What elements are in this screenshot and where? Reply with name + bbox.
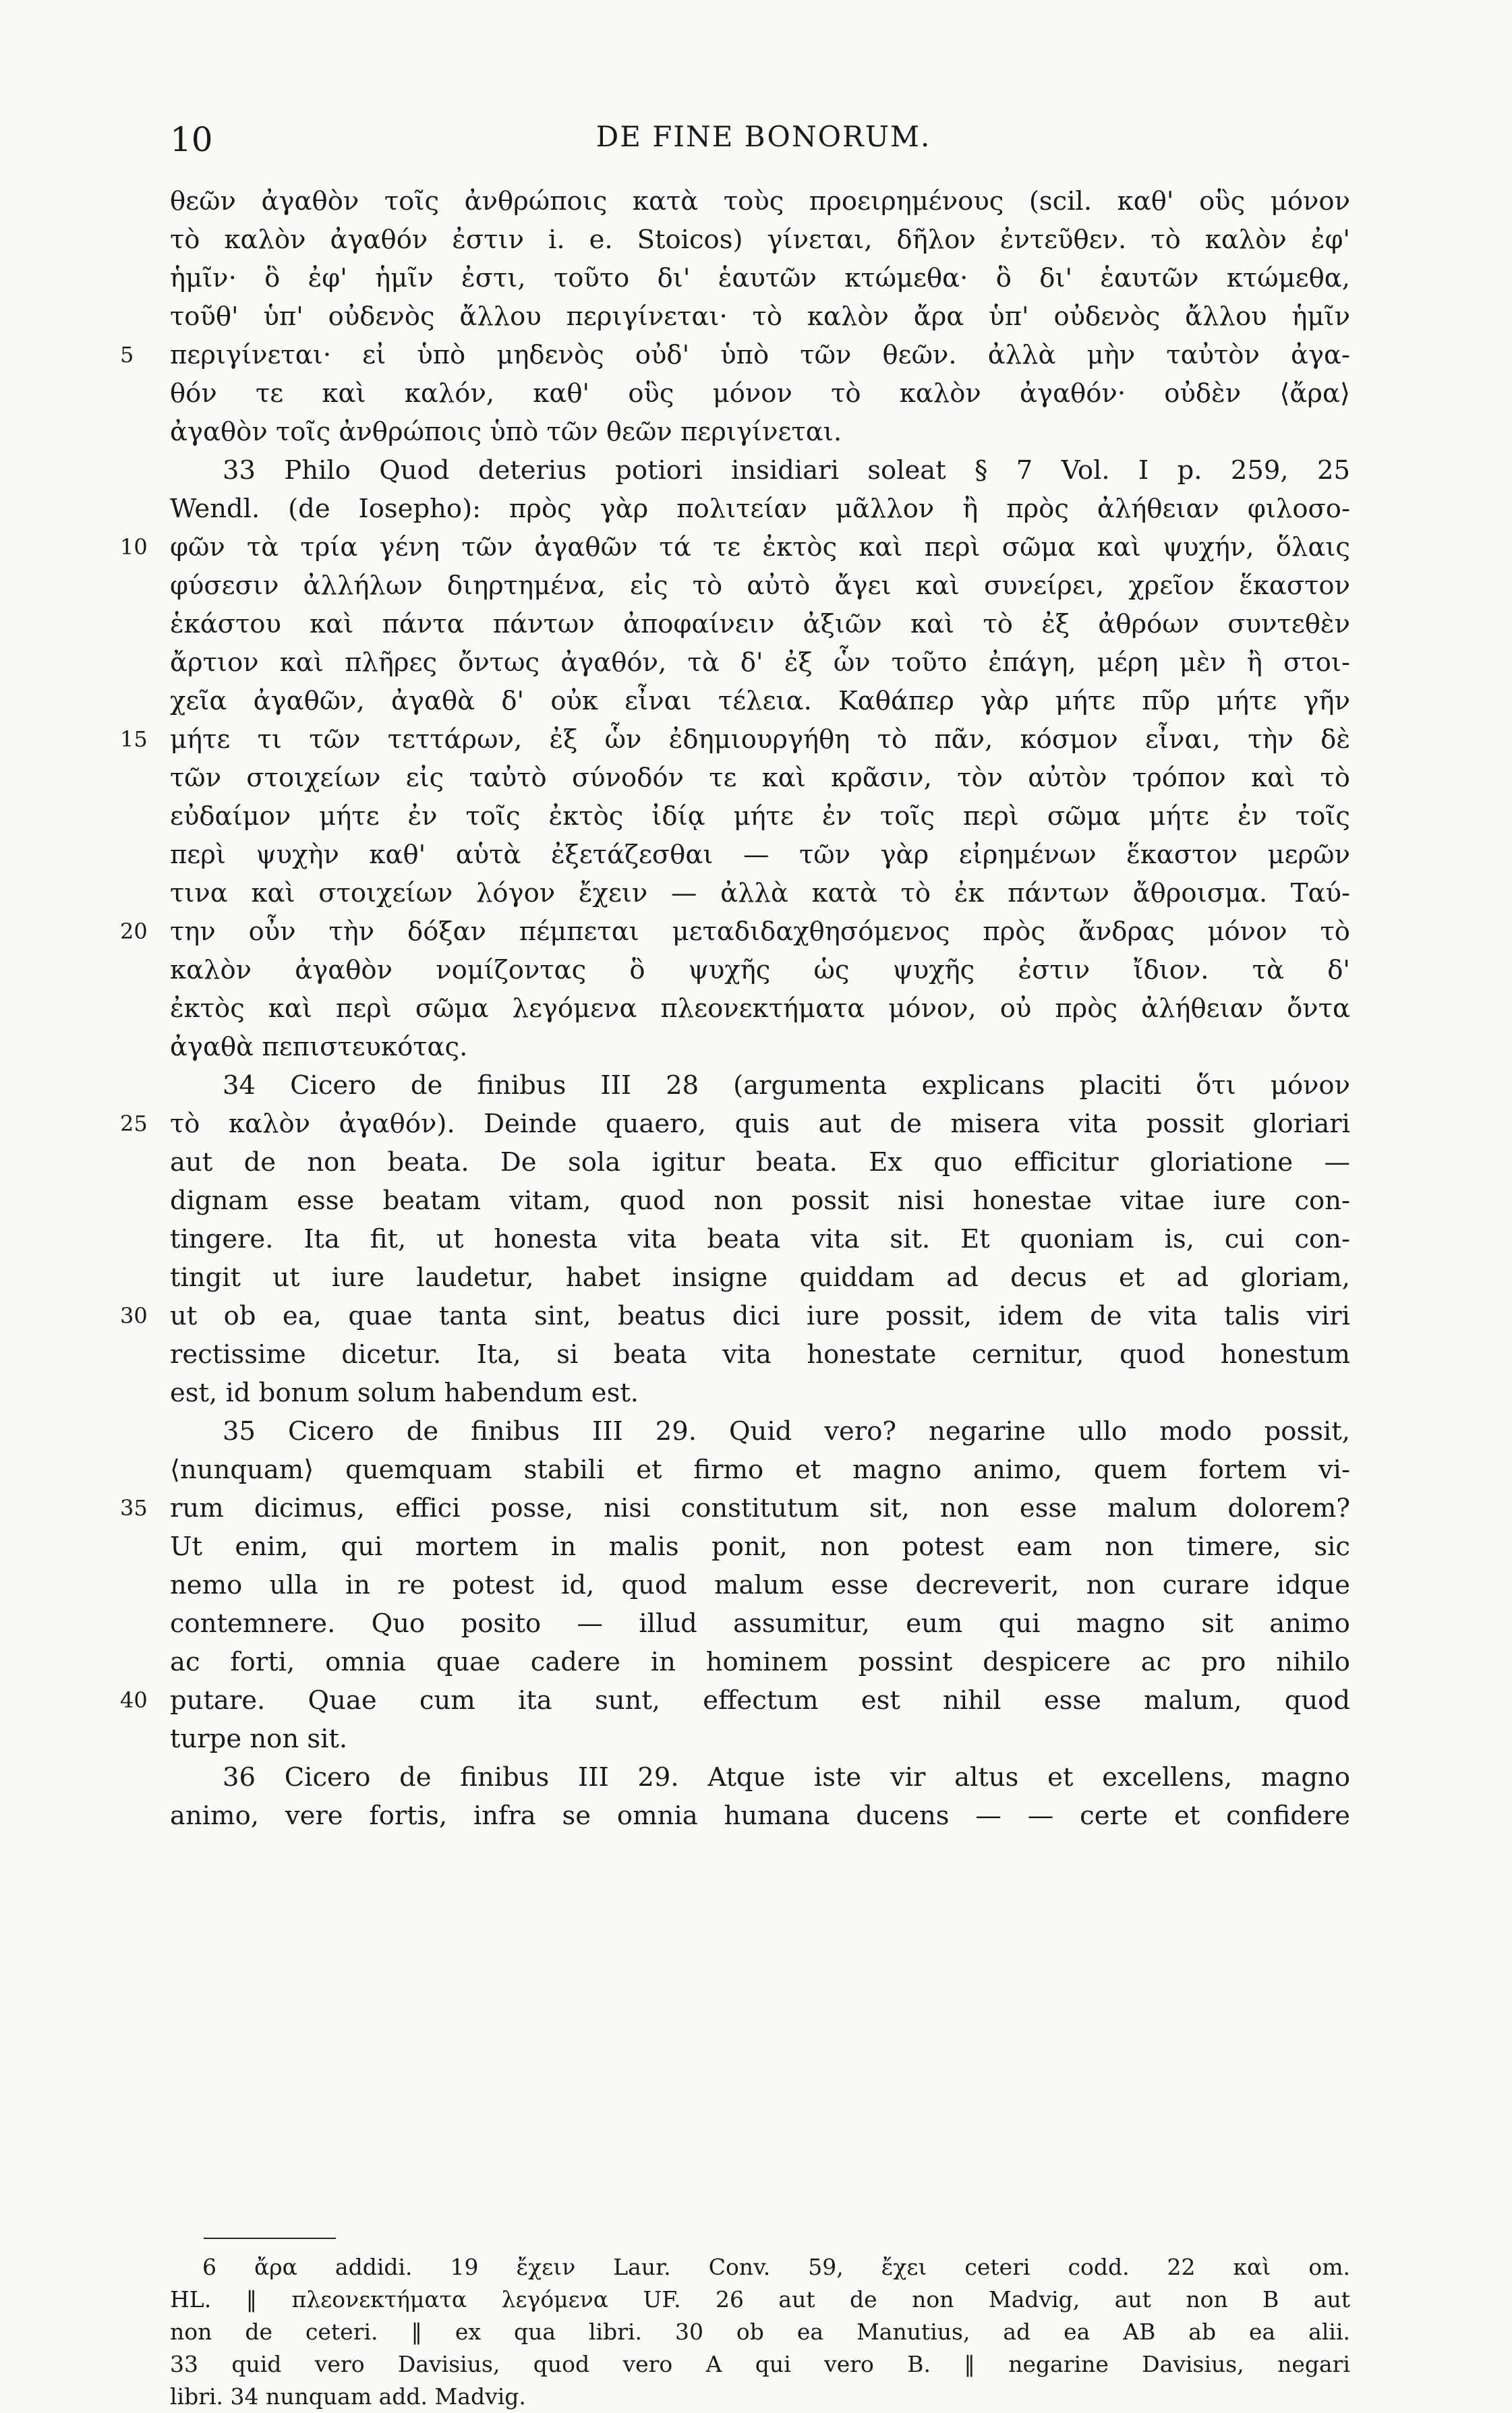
line-text: putare. Quae cum ita sunt, effectum est nihil esse malum, quod xyxy=(170,1685,1350,1716)
line-text: ⟨nunquam⟩ quemquam stabili et firmo et magno animo, quem fortem vi- xyxy=(170,1455,1350,1485)
running-title: DE FINE BONORUM. xyxy=(595,120,931,153)
line-text: χεῖα ἀγαθῶν, ἀγαθὰ δ' οὐκ εἶναι τέλεια. Καθάπερ γὰρ μήτε πῦρ μήτε γῆν xyxy=(170,686,1350,716)
line-text: καλὸν ἀγαθὸν νομίζοντας ὃ ψυχῆς ὡς ψυχῆς ἐστιν ἴδιον. τὰ δ' xyxy=(170,955,1350,985)
text-line xyxy=(170,1374,1350,1412)
text-line xyxy=(120,912,1350,951)
text-line xyxy=(170,1528,1350,1566)
line-text: την οὖν τὴν δόξαν πέμπεται μεταδιδαχθησόμενος πρὸς ἄνδρας μόνον τὸ xyxy=(170,917,1350,947)
footnote-line: non de ceteri. ‖ ex qua libri. 30 ob ea Manutius, ad ea AB ab ea alii. xyxy=(170,2319,1350,2345)
line-text: τινα καὶ στοιχείων λόγον ἔχειν — ἀλλὰ κατὰ τὸ ἐκ πάντων ἄθροισμα. Ταύ- xyxy=(170,878,1350,908)
line-text: ἡμῖν· ὃ ἐφ' ἡμῖν ἐστι, τοῦτο δι' ἑαυτῶν κτώμεθα· ὃ δι' ἑαυτῶν κτώμεθα, xyxy=(170,263,1350,293)
line-text: 33 Philo Quod deterius potiori insidiari soleat § 7 Vol. I p. 259, 25 xyxy=(223,455,1350,486)
footnote-rule xyxy=(204,2238,336,2239)
line-text: dignam esse beatam vitam, quod non possit nisi honestae vitae iure con- xyxy=(170,1186,1350,1216)
line-text: Wendl. (de Iosepho): πρὸς γὰρ πολιτείαν μᾶλλον ἢ πρὸς ἀλήθειαν φιλοσο- xyxy=(170,494,1350,524)
text-line xyxy=(170,1758,1350,1797)
text-line xyxy=(170,605,1350,643)
line-text: aut de non beata. De sola igitur beata. Ex quo efficitur gloriatione — xyxy=(170,1147,1350,1178)
line-text: ἀγαθὸν τοῖς ἀνθρώποις ὑπὸ τῶν θεῶν περιγίνεται. xyxy=(170,417,842,447)
footnote-line: libri. 34 nunquam add. Madvig. xyxy=(170,2383,526,2410)
text-line xyxy=(170,1566,1350,1604)
text-line xyxy=(170,490,1350,528)
line-text: φῶν τὰ τρία γένη τῶν ἀγαθῶν τά τε ἐκτὸς καὶ περὶ σῶμα καὶ ψυχήν, ὅλαις xyxy=(170,532,1350,562)
text-line xyxy=(120,1489,1350,1528)
text-line xyxy=(170,874,1350,912)
line-number: 35 xyxy=(120,1495,148,1521)
footnote-line: 33 quid vero Davisius, quod vero A qui vero B. ‖ negarine Davisius, negari xyxy=(170,2351,1350,2377)
line-number: 25 xyxy=(120,1111,148,1136)
line-text: τῶν στοιχείων εἰς ταὐτὸ σύνοδόν τε καὶ κρᾶσιν, τὸν αὐτὸν τρόπον καὶ τὸ xyxy=(170,763,1350,793)
line-text: ἄρτιον καὶ πλῆρες ὄντως ἀγαθόν, τὰ δ' ἐξ ὧν τοῦτο ἐπάγη, μέρη μὲν ἢ στοι- xyxy=(170,647,1350,678)
text-line xyxy=(170,259,1350,297)
text-line xyxy=(170,1143,1350,1182)
text-line xyxy=(120,528,1350,566)
text-line xyxy=(170,682,1350,720)
text-line xyxy=(170,951,1350,989)
line-text: φύσεσιν ἀλλήλων διηρτημένα, εἰς τὸ αὐτὸ ἄγει καὶ συνείρει, χρεῖον ἕκαστον xyxy=(170,571,1350,601)
text-line xyxy=(170,836,1350,874)
line-text: περὶ ψυχὴν καθ' αὑτὰ ἐξετάζεσθαι — τῶν γὰρ εἰρημένων ἕκαστον μερῶν xyxy=(170,840,1350,870)
text-line xyxy=(170,1258,1350,1297)
line-text: περιγίνεται· εἰ ὑπὸ μηδενὸς οὐδ' ὑπὸ τῶν θεῶν. ἀλλὰ μὴν ταὐτὸν ἀγα- xyxy=(170,340,1350,370)
text-line xyxy=(170,1412,1350,1451)
line-text: ἀγαθὰ πεπιστευκότας. xyxy=(170,1032,468,1062)
text-line xyxy=(170,1604,1350,1643)
line-text: rum dicimus, effici posse, nisi constitutum sit, non esse malum dolorem? xyxy=(170,1493,1350,1523)
text-line xyxy=(120,1105,1350,1143)
line-text: 36 Cicero de finibus III 29. Atque iste vir altus et excellens, magno xyxy=(223,1762,1350,1793)
line-text: ἑκάστου καὶ πάντα πάντων ἀποφαίνειν ἀξιῶν καὶ τὸ ἐξ ἀθρόων συντεθὲν xyxy=(170,609,1350,639)
line-text: τοῦθ' ὑπ' οὐδενὸς ἄλλου περιγίνεται· τὸ καλὸν ἄρα ὑπ' οὐδενὸς ἄλλου ἡμῖν xyxy=(170,301,1350,332)
text-line xyxy=(170,374,1350,413)
line-number: 30 xyxy=(120,1303,148,1329)
line-text: τὸ καλὸν ἀγαθόν). Deinde quaero, quis aut de misera vita possit gloriari xyxy=(170,1109,1350,1139)
line-text: est, id bonum solum habendum est. xyxy=(170,1378,639,1408)
line-text: tingit ut iure laudetur, habet insigne quiddam ad decus et ad gloriam, xyxy=(170,1262,1350,1293)
line-text: contemnere. Quo posito — illud assumitur, eum qui magno sit animo xyxy=(170,1608,1350,1639)
text-line xyxy=(170,759,1350,797)
line-text: rectissime dicetur. Ita, si beata vita honestate cernitur, quod honestum xyxy=(170,1339,1350,1370)
footnote-line: HL. ‖ πλεονεκτήματα λεγόμενα UF. 26 aut de non Madvig, aut non B aut xyxy=(170,2286,1350,2313)
line-text: 35 Cicero de finibus III 29. Quid vero? negarine ullo modo possit, xyxy=(223,1416,1350,1447)
line-text: τὸ καλὸν ἀγαθόν ἐστιν i. e. Stoicos) γίνεται, δῆλον ἐντεῦθεν. τὸ καλὸν ἐφ' xyxy=(170,225,1350,255)
line-number: 15 xyxy=(120,726,148,752)
text-line xyxy=(170,451,1350,490)
text-line xyxy=(170,1335,1350,1374)
line-text: μήτε τι τῶν τεττάρων, ἐξ ὧν ἐδημιουργήθη τὸ πᾶν, κόσμον εἶναι, τὴν δὲ xyxy=(170,724,1350,755)
line-text: εὐδαίμον μήτε ἐν τοῖς ἐκτὸς ἰδίᾳ μήτε ἐν τοῖς περὶ σῶμα μήτε ἐν τοῖς xyxy=(170,801,1350,832)
text-line xyxy=(170,989,1350,1028)
main-text xyxy=(120,182,1350,1835)
text-line xyxy=(170,182,1350,221)
line-text: 34 Cicero de finibus III 28 (argumenta explicans placiti ὅτι μόνον xyxy=(223,1070,1350,1101)
page-header xyxy=(170,120,1357,174)
line-number: 5 xyxy=(120,342,134,368)
text-line xyxy=(170,1720,1350,1758)
text-line xyxy=(170,1028,1350,1066)
line-text: θόν τε καὶ καλόν, καθ' οὓς μόνον τὸ καλὸν ἀγαθόν· οὐδὲν ⟨ἄρα⟩ xyxy=(170,378,1350,409)
text-line xyxy=(170,1182,1350,1220)
text-line xyxy=(170,1451,1350,1489)
line-text: ac forti, omnia quae cadere in hominem possint despicere ac pro nihilo xyxy=(170,1647,1350,1677)
text-line xyxy=(120,720,1350,759)
text-line xyxy=(170,221,1350,259)
line-text: turpe non sit. xyxy=(170,1724,348,1754)
line-number: 40 xyxy=(120,1687,148,1713)
line-text: tingere. Ita fit, ut honesta vita beata vita sit. Et quoniam is, cui con- xyxy=(170,1224,1350,1254)
text-line xyxy=(170,413,1350,451)
text-line xyxy=(170,1220,1350,1258)
text-line xyxy=(170,797,1350,836)
line-text: nemo ulla in re potest id, quod malum esse decreverit, non curare idque xyxy=(170,1570,1350,1600)
text-line xyxy=(120,1681,1350,1720)
footnote-line: 6 ἄρα addidi. 19 ἔχειν Laur. Conv. 59, ἔχει ceteri codd. 22 καὶ om. xyxy=(202,2254,1350,2280)
text-line xyxy=(170,297,1350,336)
text-line xyxy=(170,643,1350,682)
line-text: θεῶν ἀγαθὸν τοῖς ἀνθρώποις κατὰ τοὺς προειρημένους (scil. καθ' οὓς μόνον xyxy=(170,186,1350,216)
line-text: animo, vere fortis, infra se omnia humana ducens — — certe et confidere xyxy=(170,1801,1350,1831)
line-number: 10 xyxy=(120,534,148,560)
text-line xyxy=(120,336,1350,374)
text-line xyxy=(120,1297,1350,1335)
text-line xyxy=(170,1643,1350,1681)
text-line xyxy=(170,1066,1350,1105)
line-number: 20 xyxy=(120,919,148,944)
text-line xyxy=(170,566,1350,605)
line-text: ut ob ea, quae tanta sint, beatus dici iure possit, idem de vita talis viri xyxy=(170,1301,1350,1331)
line-text: ἐκτὸς καὶ περὶ σῶμα λεγόμενα πλεονεκτήματα μόνον, οὐ πρὸς ἀλήθειαν ὄντα xyxy=(170,993,1350,1024)
text-line xyxy=(170,1797,1350,1835)
footnotes xyxy=(170,2251,1350,2413)
page-number: 10 xyxy=(170,120,213,159)
line-text: Ut enim, qui mortem in malis ponit, non potest eam non timere, sic xyxy=(170,1532,1350,1562)
